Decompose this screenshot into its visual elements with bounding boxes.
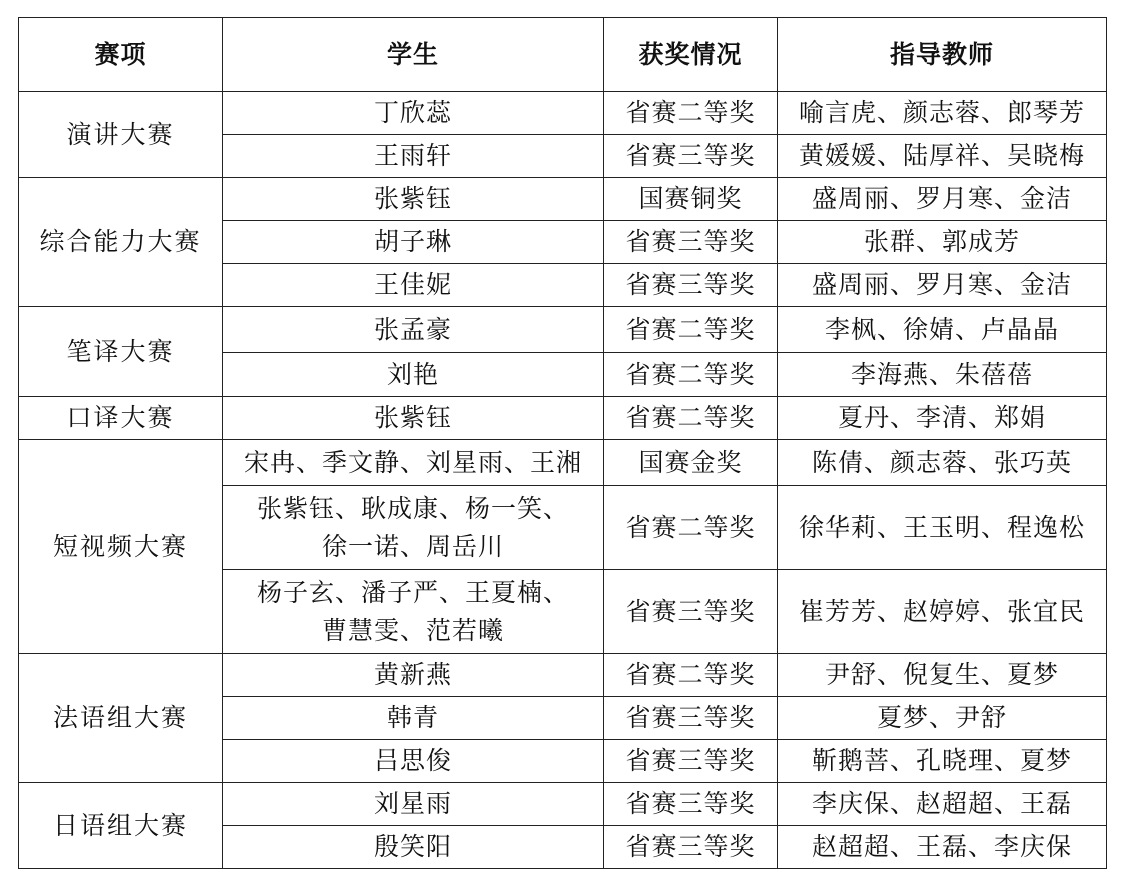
table-row [19,654,1107,697]
header-student: 学生 [223,18,604,92]
teachers-cell: 陈倩、颜志蓉、张巧英 [778,440,1107,486]
teachers-cell: 夏丹、李清、郑娟 [778,397,1107,440]
award-cell: 省赛三等奖 [604,826,778,869]
table-row [19,92,1107,135]
teachers-cell: 盛周丽、罗月寒、金洁 [778,264,1107,307]
teachers-cell: 徐华莉、王玉明、程逸松 [778,486,1107,570]
teachers-cell: 喻言虎、颜志蓉、郎琴芳 [778,92,1107,135]
student-cell [223,486,604,570]
award-cell: 省赛二等奖 [604,353,778,397]
category-cell: 口译大赛 [19,397,223,440]
header-row [19,18,1107,92]
award-cell: 省赛三等奖 [604,135,778,178]
award-cell: 省赛三等奖 [604,740,778,783]
student-cell: 张紫钰 [223,397,604,440]
student-cell: 张孟豪 [223,307,604,353]
table-row [19,783,1107,826]
student-cell: 韩青 [223,697,604,740]
teachers-cell: 李庆保、赵超超、王磊 [778,783,1107,826]
student-cell: 丁欣蕊 [223,92,604,135]
category-cell: 笔译大赛 [19,307,223,397]
teachers-cell: 赵超超、王磊、李庆保 [778,826,1107,869]
category-cell: 日语组大赛 [19,783,223,869]
student-cell: 殷笑阳 [223,826,604,869]
student-cell [223,440,604,486]
award-cell: 省赛二等奖 [604,397,778,440]
student-line: 杨子玄、潘子严、王夏楠、 [256,577,569,607]
student-cell [223,570,604,654]
header-category: 赛项 [19,18,223,92]
awards-table [18,17,1107,869]
student-cell: 黄新燕 [223,654,604,697]
student-cell: 刘艳 [223,353,604,397]
teachers-cell: 尹舒、倪复生、夏梦 [778,654,1107,697]
header-teachers: 指导教师 [778,18,1107,92]
table-row [19,178,1107,221]
award-cell: 省赛二等奖 [604,654,778,697]
student-line: 徐一诺、周岳川 [321,531,504,561]
teachers-cell: 靳鹅菩、孔晓理、夏梦 [778,740,1107,783]
student-line: 曹慧雯、范若曦 [321,615,504,645]
award-cell: 省赛二等奖 [604,486,778,570]
award-cell: 国赛铜奖 [604,178,778,221]
award-cell: 省赛二等奖 [604,307,778,353]
table-row [19,397,1107,440]
category-cell: 演讲大赛 [19,92,223,178]
student-line: 张紫钰、耿成康、杨一笑、 [256,493,569,523]
teachers-cell: 张群、郭成芳 [778,221,1107,264]
teachers-cell: 崔芳芳、赵婷婷、张宜民 [778,570,1107,654]
award-cell: 省赛三等奖 [604,570,778,654]
student-cell: 刘星雨 [223,783,604,826]
student-cell: 吕思俊 [223,740,604,783]
award-cell: 省赛三等奖 [604,264,778,307]
table-row [19,440,1107,486]
teachers-cell: 盛周丽、罗月寒、金洁 [778,178,1107,221]
student-cell: 张紫钰 [223,178,604,221]
category-cell: 综合能力大赛 [19,178,223,307]
award-cell: 省赛三等奖 [604,221,778,264]
table-row [19,307,1107,353]
teachers-cell: 李海燕、朱蓓蓓 [778,353,1107,397]
award-cell: 省赛二等奖 [604,92,778,135]
teachers-cell: 李枫、徐婧、卢晶晶 [778,307,1107,353]
student-cell: 胡子琳 [223,221,604,264]
award-cell: 省赛三等奖 [604,697,778,740]
teachers-cell: 黄媛媛、陆厚祥、吴晓梅 [778,135,1107,178]
category-cell: 法语组大赛 [19,654,223,783]
award-cell: 省赛三等奖 [604,783,778,826]
teachers-cell: 夏梦、尹舒 [778,697,1107,740]
category-cell: 短视频大赛 [19,440,223,654]
student-cell: 王雨轩 [223,135,604,178]
student-cell: 王佳妮 [223,264,604,307]
award-cell: 国赛金奖 [604,440,778,486]
header-award: 获奖情况 [604,18,778,92]
student-line: 宋冉、季文静、刘星雨、王湘 [243,447,582,477]
